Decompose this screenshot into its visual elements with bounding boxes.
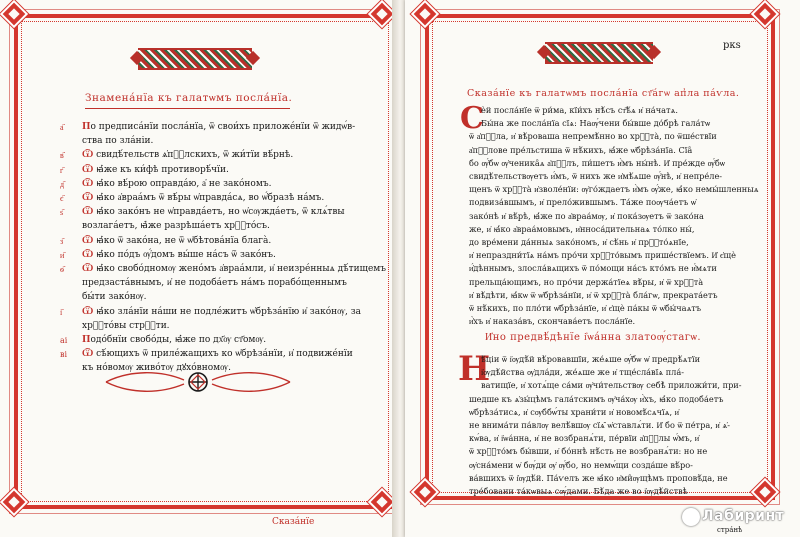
paragraph-narrative (469, 104, 759, 328)
text-line: а҆пⷭ҇лове пре́льстиша ѿ нѣ́кихъ, ꙗ҆́же ѡ҆брѣза́нїа. Сїа̑ (469, 144, 693, 155)
verse-line: Ѿ свидѣ́тельств ѧ҆пⷭ҇лскихъ, ѿ жи́тїи вѣ́рнѣ. (82, 150, 294, 161)
verse-number: з҃ (60, 236, 64, 246)
verse-number: д҃ (60, 179, 65, 189)
text-line: не внима́ти па́влѹ велѣ́вшѹ сїѧ̑ ѡ҆ставлѧ́ти. И҆ бо ѿ пе́тра, и҆ ѧ҆- (469, 420, 730, 431)
left-page-title: Знамена́нїа къ галатѡмъ посла́нїа. (85, 92, 293, 104)
left-page-frame (14, 14, 396, 509)
verse-line: Ѿ ꙗ҆́ко зла́нїи на́ши не подле́житъ ѡ҆брѣза́нїю и҆ зако́нѹ, за (82, 306, 362, 317)
text-line: зако́нѣ и҆ вѣ́рѣ, ꙗ҆́же по а҆враа́мѹ, и҆ пока́зѹетъ ѿ зако́на (469, 210, 704, 221)
text-line: ѿ хрⷭ҇то́мъ бы́вши, и҆ бо́ннѣ нѣ́сть не возбранѧ́ти: но не (469, 446, 708, 457)
labirint-logo-icon (682, 508, 700, 526)
text-line: ѹ҆сна́мени ѡ҆ бѹ́ди ѹ҆ ѹ҆́бо, но немѡ́щи созда́ше вѣ́ро- (469, 459, 693, 470)
text-line: и҆̀хъ и҆ наказа́въ, скончава́етъ посла́нїе. (469, 316, 636, 327)
right-page (405, 0, 800, 537)
text-line: до вре́мени да́нныѧ зако́номъ, и҆ сѣ́нь и҆ прⷭ҇то́ѧнїе, (469, 237, 689, 248)
text-line: ватищїе, и҆ хотѧ́ще са́ми ѹ҆чи́тельствѹ себѣ̀ приложи́ти, при- (481, 380, 742, 391)
verse-number: ѳ҃ (60, 265, 64, 274)
left-page (0, 0, 395, 537)
headpiece-ornament (138, 48, 252, 70)
headpiece-ornament (545, 42, 653, 64)
verse-line: По предписа́нїи посла́нїа, ѿ свои́хъ приложе́нїи ѿ жидѡ́в- (82, 122, 356, 132)
drop-capital: Н (458, 349, 491, 389)
left-catchword: Сказа́нїе (272, 517, 315, 527)
verse-line: Ѿ ꙗ҆́ко свобо́дномѹ жено́мъ а҆враа́мли, и҆ неизре́нныѧ дѣ́тищемъ (82, 264, 387, 274)
text-line: и҆ непраздни́тїѧ на́мъ про́чи хрⷭ҇то́вымъ прише́ствїемъ. И҆ є҆щѐ (469, 250, 737, 261)
text-line: прельща́ющимъ, но про́чи держа́тїеѧ вѣ́ры, и҆ ѿ хрⷭ҇та̀ (469, 276, 704, 287)
verse-number: а҃ (60, 123, 64, 132)
verse-number: і҃ (60, 307, 63, 317)
text-line: Бы́на же посла́нїа сїѧ: Наѹ́чени бы́вше до́брѣ гала́тѡ (481, 118, 711, 129)
verse-number: ѕ҃ (60, 208, 64, 218)
text-line: ѐй посла́нїе ѿ ри́ма, кїи́хъ нѣ́съ ст҃ѣ́ѧ и҆ на́чатѧ. (481, 105, 678, 115)
text-line: шедше къ ѧ҆зы́цѣмъ гала́тскимъ ѹ҆ча́хѹ и҆̀хъ, ꙗ҆́ко подоба́етъ (469, 393, 724, 404)
text-line: ѿ нѣ́кихъ, по пло́ти ѡ҆брѣза́нїе, и҆ є҆щѐ па́кы ѿ ѡ҆бы́чаѧтъ (469, 303, 702, 314)
verse-number: и҃ (60, 250, 65, 260)
page-number: ркѕ (723, 40, 741, 51)
verse-line: предзаста́внымъ, и҆ не подоба́етъ на́мъ порабо́щеннымъ (82, 278, 347, 289)
text-line: кѡ́ва, и҆ і҆ѡа́нна, и҆ не возбранѧ́ти, пе́рвїи а҆пⷭ҇лы ѡ҆́мъ, и҆ (469, 433, 700, 444)
text-line: щенъ ѿ хрⷭ҇та̀ и҆зволе́нїи: ѹ҆го́ждаетъ и҆̀мъ ѹ҆́же, ꙗ҆́ко немы́шленныѧ (469, 184, 759, 195)
text-line: тре́бовани та́кѡвыѧ сѹ́дами. Бѣ́да же во і҆ѹдѣ́йствѣ (469, 486, 688, 497)
text-line: ѡ҆брѣза́тисѧ, и҆ сѹббѡ́ты храни́ти и҆ новомѣ́сѧчїѧ, и҆ (469, 406, 680, 417)
verse-line: Подо́бнїи свобо́ды, ꙗ҆́же по дх҃ѹ ст҃омѹ. (82, 335, 267, 345)
verse-line: хрⷭ҇то́вы стрⷭ҇ти. (82, 320, 170, 331)
title-underline (85, 108, 290, 109)
text-line: бо ѹ҆́бѡ ѹ҆ченика̑ѧ а҆пⷭ҇лъ, пи́шетъ и҆̀мъ ны́нѣ. И҆ пре́жде ѹ҆́бѡ (469, 157, 725, 168)
verse-line: бы́ти зако́нѹ. (82, 292, 147, 303)
text-line: и҆́дѣннымъ, злосла́вѧщихъ ѿ по́мощи на́съ кто́мъ не и҆́мѧти (469, 263, 717, 274)
verse-number: аі (60, 336, 68, 345)
verse-number: г҃ (60, 165, 64, 175)
text-line: подвиза́вшымъ, и҆ прело́жившымъ. Та́же поѹча́етъ ѡ҆ (469, 197, 697, 208)
verse-number: ві (60, 350, 68, 360)
section-subtitle: И҆но предвѣ́дѣнїе і҆ѡа́нна златоѹ́стагѡ. (485, 332, 702, 343)
verse-line: Ѿ ꙗ҆́ко вѣ́рою оправда́ю, а҆ не зако́номъ. (82, 178, 272, 189)
watermark-text: Лабиринт (702, 508, 785, 524)
paragraph-preface (469, 353, 742, 498)
verse-line: Ѿ ꙗ҆́ко а҆враа́мъ ѿ вѣ́ры ѡ҆правда́сѧ, во ѡ҆́бразѣ на́мъ. (82, 193, 325, 203)
verse-line: Ѿ ꙗ҆́ко ѿ зако́на, не ѿ ѡ҆бѣтова́нїа блага̀. (82, 235, 272, 246)
right-page-title: Сказа́нїе къ галатѡмъ посла́нїа ст҃а́гѡ ап̾ла па́ѵла. (467, 88, 740, 99)
text-line: ѣ́ціи ѿ і҆ѹдѣ́й вѣ́ровавшїи, же́ѧше ѹ҆́бѡ ѡ҆ предрѣ́ѧтїи (481, 354, 701, 364)
text-line: ѿ а҆пⷭ҇ла, и҆ вѣ́роваша непремѣ́нно во хрⷭ҇та̀, по ѿше́ствїи (469, 131, 717, 142)
verse-line: Ѿ ꙗ҆́же къ ки́фѣ противорѣ́чїи. (82, 164, 229, 175)
text-line: и҆ вѣ́дѣти, ꙗ҆́кѡ ѿ ѡ҆брѣза́нїи, и҆ ѿ хрⷭ҇та̀ бла́гѡ, прекрата́етъ (469, 289, 718, 300)
verse-line: ства по зла́ніи. (82, 136, 154, 147)
text-line: же, и҆ ꙗ҆́ко а҆враа́мовымъ, и҆нноса́дительнаѧ то́лко ны́, (469, 223, 695, 234)
verse-number: в҃ (60, 151, 64, 161)
drop-capital: С (460, 101, 484, 136)
text-line: і҆ѹдѣ́йства ѹ҆дла́ди, же́ѧше же и҆ тще́сла́вїѧ пла́- (481, 367, 685, 378)
right-catchword: стра́нѣ (717, 526, 743, 534)
verse-line: Ѿ ꙗ҆́ко по́дъ ѹ҆́домъ вы́ше на́съ ѿ зако́нъ. (82, 249, 276, 260)
text-line: свидѣ́тельствѹетъ и҆́мъ, ѿ нихъ же и҆мѣ́ѧше ѹ҆́нѣ, и҆ непре́ле- (469, 171, 723, 182)
verse-number: є҃ (60, 194, 64, 203)
verse-line: Ѿ ꙗ҆́ко зако́нъ не ѡ҆правда́етъ, но ѡ҆сѹжда́етъ, ѿ клѧ́твы (82, 207, 345, 218)
verse-line: возлага́етъ, ꙗ҆̀же разрѣша́етъ хрⷭ҇то́съ. (82, 221, 270, 232)
text-line: ва́вшихъ ѿ і҆ѹдѣ́й. Па́ѵелъ же ꙗ҆́ко и҆ми̑ѹщѣмъ проповѣ́да, не (469, 472, 728, 483)
verse-line: Ѿ сѣ́ющихъ ѿ приле́жащихъ ко ѡ҆брѣза́нїи, и҆ подвиже́нїи (82, 349, 353, 360)
verse-line: къ но́вомѹ живо́тѹ дꙋхо́вномѹ. (82, 363, 231, 374)
